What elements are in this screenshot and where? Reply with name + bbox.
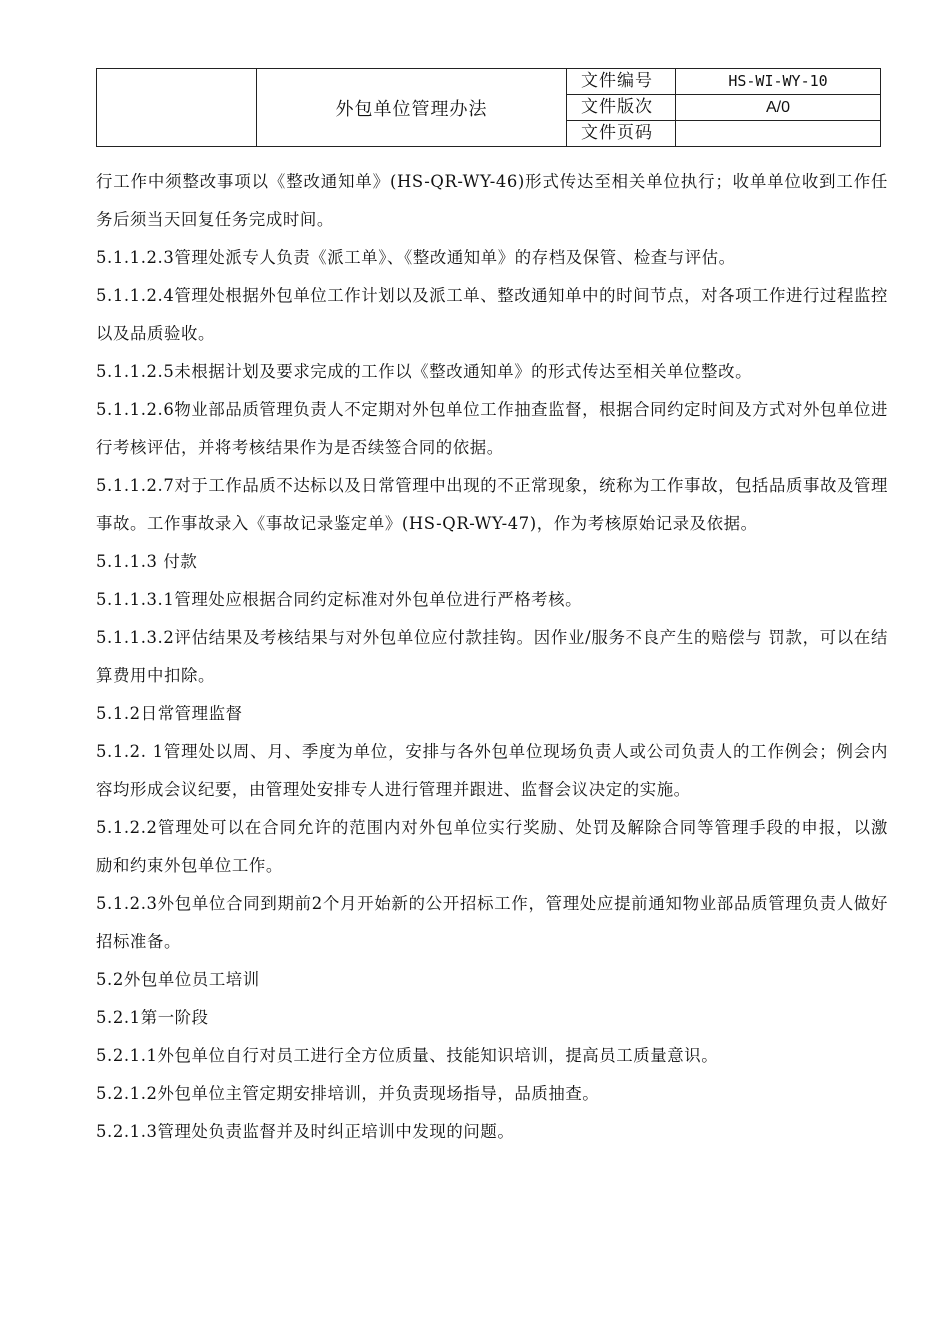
version-label: 文件版次 (567, 95, 676, 121)
paragraph: 5.1.2.3外包单位合同到期前2个月开始新的公开招标工作，管理处应提前通知物业部品质管理负责人做好招标准备。 (96, 894, 888, 951)
paragraph: 5.2.1.2外包单位主管定期安排培训，并负责现场指导，品质抽查。 (96, 1084, 600, 1103)
doc-number-label: 文件编号 (567, 69, 676, 95)
section-heading: 5.1.2日常管理监督 (96, 704, 243, 723)
paragraph: 行工作中须整改事项以《整改通知单》(HS-QR-WY-46)形式传达至相关单位执行；收单单位收到工作任务后须当天回复任务完成时间。 (96, 172, 888, 229)
section-heading: 5.2.1第一阶段 (96, 1008, 209, 1027)
paragraph: 5.1.1.3.1管理处应根据合同约定标准对外包单位进行严格考核。 (96, 590, 583, 609)
section-heading: 5.2外包单位员工培训 (96, 970, 260, 989)
document-header-table (96, 68, 881, 147)
doc-number-value: HS-WI-WY-10 (676, 69, 881, 95)
logo-cell (97, 69, 257, 147)
page-label: 文件页码 (567, 121, 676, 147)
paragraph: 5.1.2.2管理处可以在合同允许的范围内对外包单位实行奖励、处罚及解除合同等管理手段的申报，以激励和约束外包单位工作。 (96, 818, 888, 875)
document-title: 外包单位管理办法 (257, 69, 567, 147)
paragraph: 5.2.1.1外包单位自行对员工进行全方位质量、技能知识培训，提高员工质量意识。 (96, 1046, 719, 1065)
paragraph: 5.1.1.2.6物业部品质管理负责人不定期对外包单位工作抽查监督，根据合同约定时间及方式对外包单位进行考核评估，并将考核结果作为是否续签合同的依据。 (96, 400, 888, 457)
page-value (676, 121, 881, 147)
version-value: A/0 (676, 95, 881, 121)
paragraph: 5.1.1.2.4管理处根据外包单位工作计划以及派工单、整改通知单中的时间节点，对各项工作进行过程监控以及品质验收。 (96, 286, 888, 343)
paragraph: 5.1.2. 1管理处以周、月、季度为单位，安排与各外包单位现场负责人或公司负责人的工作例会；例会内容均形成会议纪要，由管理处安排专人进行管理并跟进、监督会议决定的实施。 (96, 742, 888, 799)
paragraph: 5.1.1.2.5未根据计划及要求完成的工作以《整改通知单》的形式传达至相关单位整改。 (96, 362, 753, 381)
paragraph: 5.1.1.2.3管理处派专人负责《派工单》、《整改通知单》的存档及保管、检查与评估。 (96, 248, 736, 267)
paragraph: 5.2.1.3管理处负责监督并及时纠正培训中发现的问题。 (96, 1122, 515, 1141)
paragraph: 5.1.1.3.2评估结果及考核结果与对外包单位应付款挂钩。因作业/服务不良产生的赔偿与 罚款，可以在结算费用中扣除。 (96, 628, 888, 685)
paragraph: 5.1.1.2.7对于工作品质不达标以及日常管理中出现的不正常现象，统称为工作事故，包括品质事故及管理事故。工作事故录入《事故记录鉴定单》(HS-QR-WY-47)，作为考核原始记录及依据。 (96, 476, 888, 533)
section-heading: 5.1.1.3 付款 (96, 552, 198, 571)
document-body (96, 163, 888, 1151)
